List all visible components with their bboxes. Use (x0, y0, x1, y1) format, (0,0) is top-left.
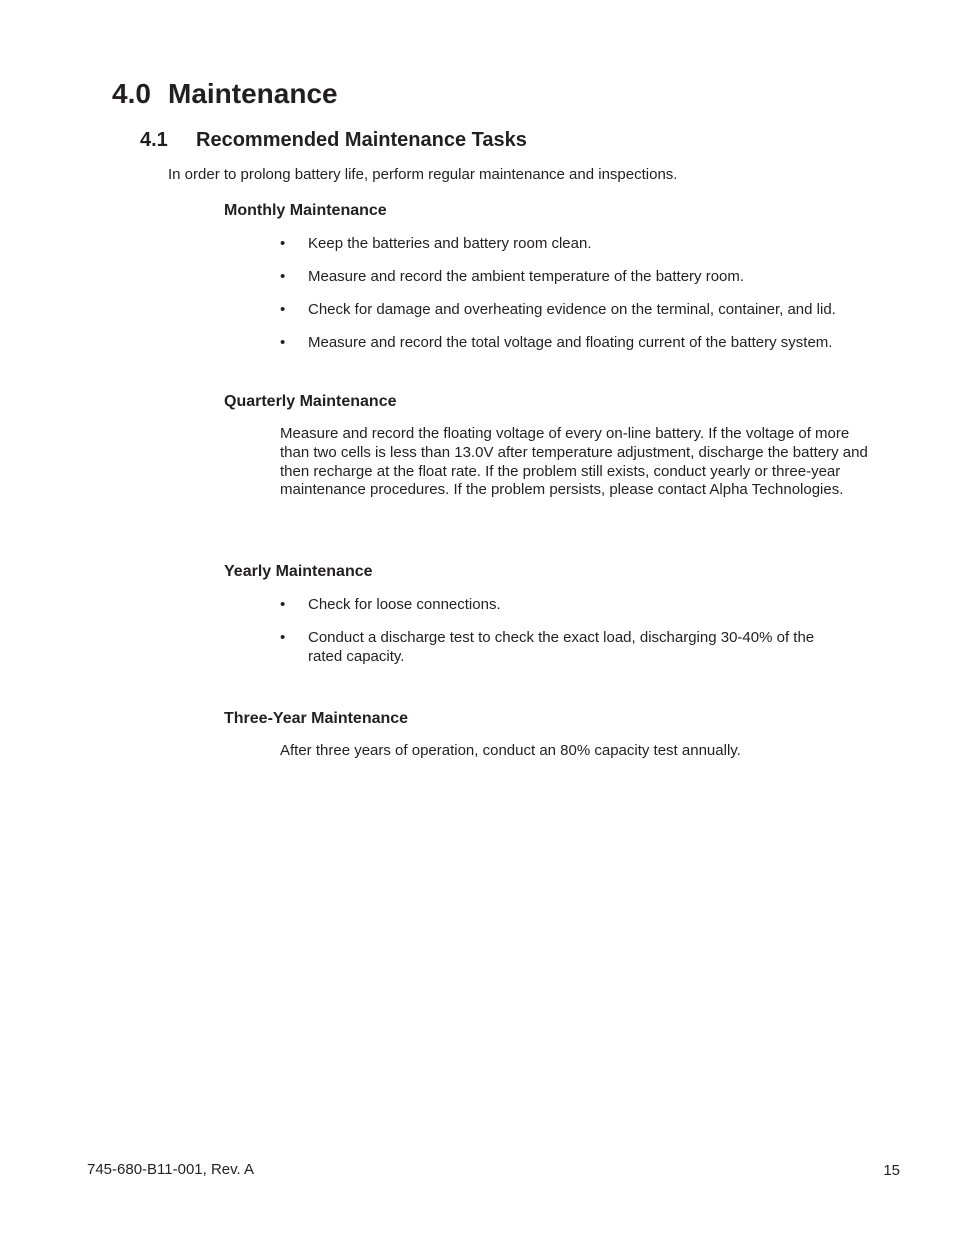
three-year-paragraph: After three years of operation, conduct an 80% capacity test annually. (280, 742, 741, 759)
bullet: • (280, 334, 286, 351)
bullet: • (280, 629, 286, 646)
list-item-text: Keep the batteries and battery room clean. (308, 235, 592, 252)
list-item (280, 267, 870, 286)
bullet: • (280, 596, 286, 613)
subsection-heading (140, 127, 527, 153)
page-number: 15 (883, 1162, 900, 1179)
list-item-text: Check for loose connections. (308, 596, 501, 613)
yearly-heading: Yearly Maintenance (224, 563, 373, 580)
section-title: Maintenance (168, 78, 338, 109)
list-item-text: Measure and record the total voltage and floating current of the battery system. (308, 334, 833, 351)
list-item (280, 234, 870, 253)
bullet: • (280, 268, 286, 285)
quarterly-paragraph: Measure and record the floating voltage of every on-line battery. If the voltage of more than two cells is less than 13.0V after temperature adjustment, discharge the battery and then recharge at the float rate. If the problem still exists, conduct yearly or three-year maintenance procedures. If the problem persists, please contact Alpha Technologies. (280, 425, 868, 499)
list-item (280, 300, 870, 319)
bullet: • (280, 301, 286, 318)
subsection-number: 4.1 (140, 129, 168, 151)
document-number: 745-680-B11-001, Rev. A (87, 1161, 255, 1178)
subsection-title: Recommended Maintenance Tasks (196, 129, 527, 151)
yearly-list (280, 595, 850, 680)
section-heading (112, 76, 338, 112)
list-item-text: Check for damage and overheating evidence on the terminal, container, and lid. (308, 301, 836, 318)
intro-paragraph: In order to prolong battery life, perform regular maintenance and inspections. (168, 166, 678, 183)
list-item (280, 628, 850, 666)
section-number: 4.0 (112, 78, 151, 109)
list-item (280, 595, 850, 614)
three-year-heading: Three-Year Maintenance (224, 710, 409, 727)
list-item-text: Conduct a discharge test to check the exact load, discharging 30-40% of the rated capacity. (308, 629, 815, 665)
monthly-heading: Monthly Maintenance (224, 202, 387, 219)
quarterly-heading: Quarterly Maintenance (224, 393, 397, 410)
list-item-text: Measure and record the ambient temperature of the battery room. (308, 268, 745, 285)
list-item (280, 333, 870, 352)
bullet: • (280, 235, 286, 252)
monthly-list (280, 234, 870, 366)
